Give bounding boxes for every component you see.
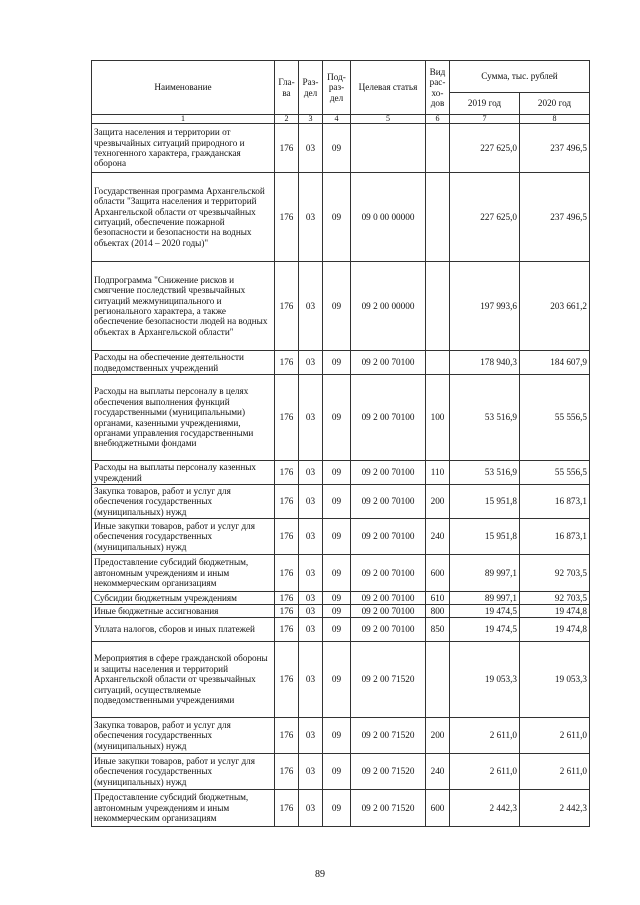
row-target-article: 09 2 00 71520	[351, 718, 426, 754]
row-sum-2020: 19 053,3	[520, 642, 590, 718]
row-sum-2019: 227 625,0	[450, 173, 520, 262]
table-row	[92, 718, 590, 754]
row-sum-2020: 184 607,9	[520, 351, 590, 375]
row-name: Уплата налогов, сборов и иных платежей	[92, 618, 275, 642]
row-expense-type: 800	[426, 605, 450, 618]
table-row	[92, 351, 590, 375]
table-row	[92, 173, 590, 262]
column-number: 6	[426, 115, 450, 124]
row-glava: 176	[275, 485, 299, 519]
column-number-row	[92, 115, 590, 124]
row-target-article: 09 2 00 70100	[351, 555, 426, 592]
table-row	[92, 605, 590, 618]
column-number: 2	[275, 115, 299, 124]
row-razdel: 03	[299, 555, 323, 592]
row-podrazdel: 09	[323, 718, 351, 754]
row-expense-type: 110	[426, 461, 450, 485]
row-glava: 176	[275, 262, 299, 351]
row-name: Иные бюджетные ассигнования	[92, 605, 275, 618]
row-name: Защита населения и территории от чрезвычайных ситуаций природного и техногенного характера, гражданская оборона	[92, 124, 275, 173]
row-sum-2020: 2 611,0	[520, 754, 590, 790]
row-razdel: 03	[299, 592, 323, 605]
row-sum-2020: 203 661,2	[520, 262, 590, 351]
row-name: Расходы на выплаты персоналу в целях обеспечения выполнения функций государственными (муниципальными) органами, казенными учреждениями, органами управления государственными внебюджетными фондами	[92, 375, 275, 461]
row-expense-type: 240	[426, 519, 450, 555]
header-year-2019: 2019 год	[450, 93, 520, 115]
row-target-article: 09 0 00 00000	[351, 173, 426, 262]
row-target-article: 09 2 00 70100	[351, 592, 426, 605]
row-sum-2020: 2 611,0	[520, 718, 590, 754]
row-sum-2019: 19 053,3	[450, 642, 520, 718]
row-expense-type: 200	[426, 485, 450, 519]
row-sum-2020: 16 873,1	[520, 485, 590, 519]
row-expense-type	[426, 173, 450, 262]
row-glava: 176	[275, 375, 299, 461]
table-row	[92, 790, 590, 827]
table-row	[92, 461, 590, 485]
row-target-article: 09 2 00 71520	[351, 754, 426, 790]
row-name: Подпрограмма "Снижение рисков и смягчение последствий чрезвычайных ситуаций межмуниципального и регионального характера, а также обеспечение безопасности людей на водных объектах в Архангельской области"	[92, 262, 275, 351]
row-razdel: 03	[299, 262, 323, 351]
header-expense-type: Вид рас-хо-дов	[426, 61, 450, 115]
row-sum-2020: 19 474,8	[520, 605, 590, 618]
row-target-article: 09 2 00 70100	[351, 485, 426, 519]
row-glava: 176	[275, 605, 299, 618]
row-razdel: 03	[299, 642, 323, 718]
page-number: 89	[315, 869, 325, 880]
header-podrazdel: Под-раз-дел	[323, 61, 351, 115]
row-glava: 176	[275, 461, 299, 485]
row-podrazdel: 09	[323, 555, 351, 592]
header-target-article: Целевая статья	[351, 61, 426, 115]
row-sum-2020: 19 474,8	[520, 618, 590, 642]
table-row	[92, 618, 590, 642]
column-number: 3	[299, 115, 323, 124]
row-name: Предоставление субсидий бюджетным, автономным учреждениям и иным некоммерческим организациям	[92, 790, 275, 827]
row-razdel: 03	[299, 519, 323, 555]
row-podrazdel: 09	[323, 790, 351, 827]
row-sum-2019: 197 993,6	[450, 262, 520, 351]
row-podrazdel: 09	[323, 124, 351, 173]
table-row	[92, 592, 590, 605]
header-sum-caption: Сумма, тыс. рублей	[450, 61, 590, 93]
row-target-article: 09 2 00 70100	[351, 375, 426, 461]
row-target-article: 09 2 00 71520	[351, 790, 426, 827]
header-glava: Гла-ва	[275, 61, 299, 115]
row-sum-2019: 15 951,8	[450, 519, 520, 555]
row-name: Расходы на обеспечение деятельности подведомственных учреждений	[92, 351, 275, 375]
row-name: Мероприятия в сфере гражданской обороны и защиты населения и территорий Архангельской области от чрезвычайных ситуаций, осуществляемые подведомственными учреждениями	[92, 642, 275, 718]
row-target-article: 09 2 00 70100	[351, 618, 426, 642]
table-row	[92, 642, 590, 718]
row-razdel: 03	[299, 618, 323, 642]
row-glava: 176	[275, 173, 299, 262]
header-year-2020: 2020 год	[520, 93, 590, 115]
row-podrazdel: 09	[323, 605, 351, 618]
row-razdel: 03	[299, 173, 323, 262]
row-glava: 176	[275, 519, 299, 555]
row-podrazdel: 09	[323, 642, 351, 718]
row-expense-type: 600	[426, 790, 450, 827]
row-name: Субсидии бюджетным учреждениям	[92, 592, 275, 605]
row-expense-type	[426, 642, 450, 718]
row-sum-2020: 92 703,5	[520, 555, 590, 592]
row-sum-2019: 227 625,0	[450, 124, 520, 173]
column-number: 4	[323, 115, 351, 124]
row-sum-2020: 55 556,5	[520, 461, 590, 485]
row-name: Закупка товаров, работ и услуг для обеспечения государственных (муниципальных) нужд	[92, 485, 275, 519]
row-podrazdel: 09	[323, 375, 351, 461]
row-glava: 176	[275, 754, 299, 790]
row-expense-type	[426, 262, 450, 351]
row-expense-type: 850	[426, 618, 450, 642]
row-name: Закупка товаров, работ и услуг для обеспечения государственных (муниципальных) нужд	[92, 718, 275, 754]
row-glava: 176	[275, 592, 299, 605]
header-name: Наименование	[92, 61, 275, 115]
row-sum-2020: 92 703,5	[520, 592, 590, 605]
row-razdel: 03	[299, 754, 323, 790]
budget-table	[91, 60, 590, 827]
row-expense-type: 200	[426, 718, 450, 754]
row-glava: 176	[275, 790, 299, 827]
row-glava: 176	[275, 555, 299, 592]
row-sum-2020: 237 496,5	[520, 173, 590, 262]
row-sum-2020: 2 442,3	[520, 790, 590, 827]
row-sum-2020: 55 556,5	[520, 375, 590, 461]
row-target-article: 09 2 00 70100	[351, 351, 426, 375]
row-podrazdel: 09	[323, 618, 351, 642]
row-podrazdel: 09	[323, 461, 351, 485]
row-sum-2019: 2 442,3	[450, 790, 520, 827]
row-target-article: 09 2 00 70100	[351, 519, 426, 555]
row-expense-type: 100	[426, 375, 450, 461]
row-name: Иные закупки товаров, работ и услуг для обеспечения государственных (муниципальных) нужд	[92, 519, 275, 555]
row-sum-2019: 178 940,3	[450, 351, 520, 375]
row-name: Иные закупки товаров, работ и услуг для обеспечения государственных (муниципальных) нужд	[92, 754, 275, 790]
row-sum-2019: 89 997,1	[450, 555, 520, 592]
row-razdel: 03	[299, 790, 323, 827]
row-expense-type	[426, 351, 450, 375]
row-razdel: 03	[299, 485, 323, 519]
row-podrazdel: 09	[323, 592, 351, 605]
row-glava: 176	[275, 718, 299, 754]
column-number: 1	[92, 115, 275, 124]
row-podrazdel: 09	[323, 754, 351, 790]
row-razdel: 03	[299, 351, 323, 375]
table-row	[92, 124, 590, 173]
table-row	[92, 519, 590, 555]
row-expense-type: 600	[426, 555, 450, 592]
row-sum-2020: 16 873,1	[520, 519, 590, 555]
row-podrazdel: 09	[323, 262, 351, 351]
row-podrazdel: 09	[323, 173, 351, 262]
row-name: Расходы на выплаты персоналу казенных учреждений	[92, 461, 275, 485]
row-expense-type	[426, 124, 450, 173]
row-sum-2019: 15 951,8	[450, 485, 520, 519]
row-glava: 176	[275, 124, 299, 173]
row-target-article: 09 2 00 71520	[351, 642, 426, 718]
table-row	[92, 754, 590, 790]
row-glava: 176	[275, 351, 299, 375]
row-target-article: 09 2 00 70100	[351, 461, 426, 485]
row-podrazdel: 09	[323, 485, 351, 519]
header-razdel: Раз-дел	[299, 61, 323, 115]
table-row	[92, 262, 590, 351]
row-glava: 176	[275, 642, 299, 718]
row-sum-2019: 19 474,5	[450, 618, 520, 642]
column-number: 8	[520, 115, 590, 124]
row-razdel: 03	[299, 375, 323, 461]
row-target-article	[351, 124, 426, 173]
row-glava: 176	[275, 618, 299, 642]
table-row	[92, 485, 590, 519]
column-number: 7	[450, 115, 520, 124]
row-sum-2019: 2 611,0	[450, 754, 520, 790]
row-sum-2019: 89 997,1	[450, 592, 520, 605]
row-razdel: 03	[299, 461, 323, 485]
column-number: 5	[351, 115, 426, 124]
row-sum-2020: 237 496,5	[520, 124, 590, 173]
row-expense-type: 240	[426, 754, 450, 790]
table-row	[92, 375, 590, 461]
row-sum-2019: 19 474,5	[450, 605, 520, 618]
row-razdel: 03	[299, 124, 323, 173]
row-sum-2019: 2 611,0	[450, 718, 520, 754]
row-target-article: 09 2 00 00000	[351, 262, 426, 351]
row-expense-type: 610	[426, 592, 450, 605]
row-target-article: 09 2 00 70100	[351, 605, 426, 618]
table-row	[92, 555, 590, 592]
row-podrazdel: 09	[323, 519, 351, 555]
row-podrazdel: 09	[323, 351, 351, 375]
row-name: Государственная программа Архангельской области "Защита населения и территорий Архангельской области от чрезвычайных ситуаций, обеспечение пожарной безопасности и безопасности на водных объектах (2014 – 2020 годы)"	[92, 173, 275, 262]
row-razdel: 03	[299, 718, 323, 754]
row-name: Предоставление субсидий бюджетным, автономным учреждениям и иным некоммерческим организациям	[92, 555, 275, 592]
row-sum-2019: 53 516,9	[450, 375, 520, 461]
row-sum-2019: 53 516,9	[450, 461, 520, 485]
row-razdel: 03	[299, 605, 323, 618]
